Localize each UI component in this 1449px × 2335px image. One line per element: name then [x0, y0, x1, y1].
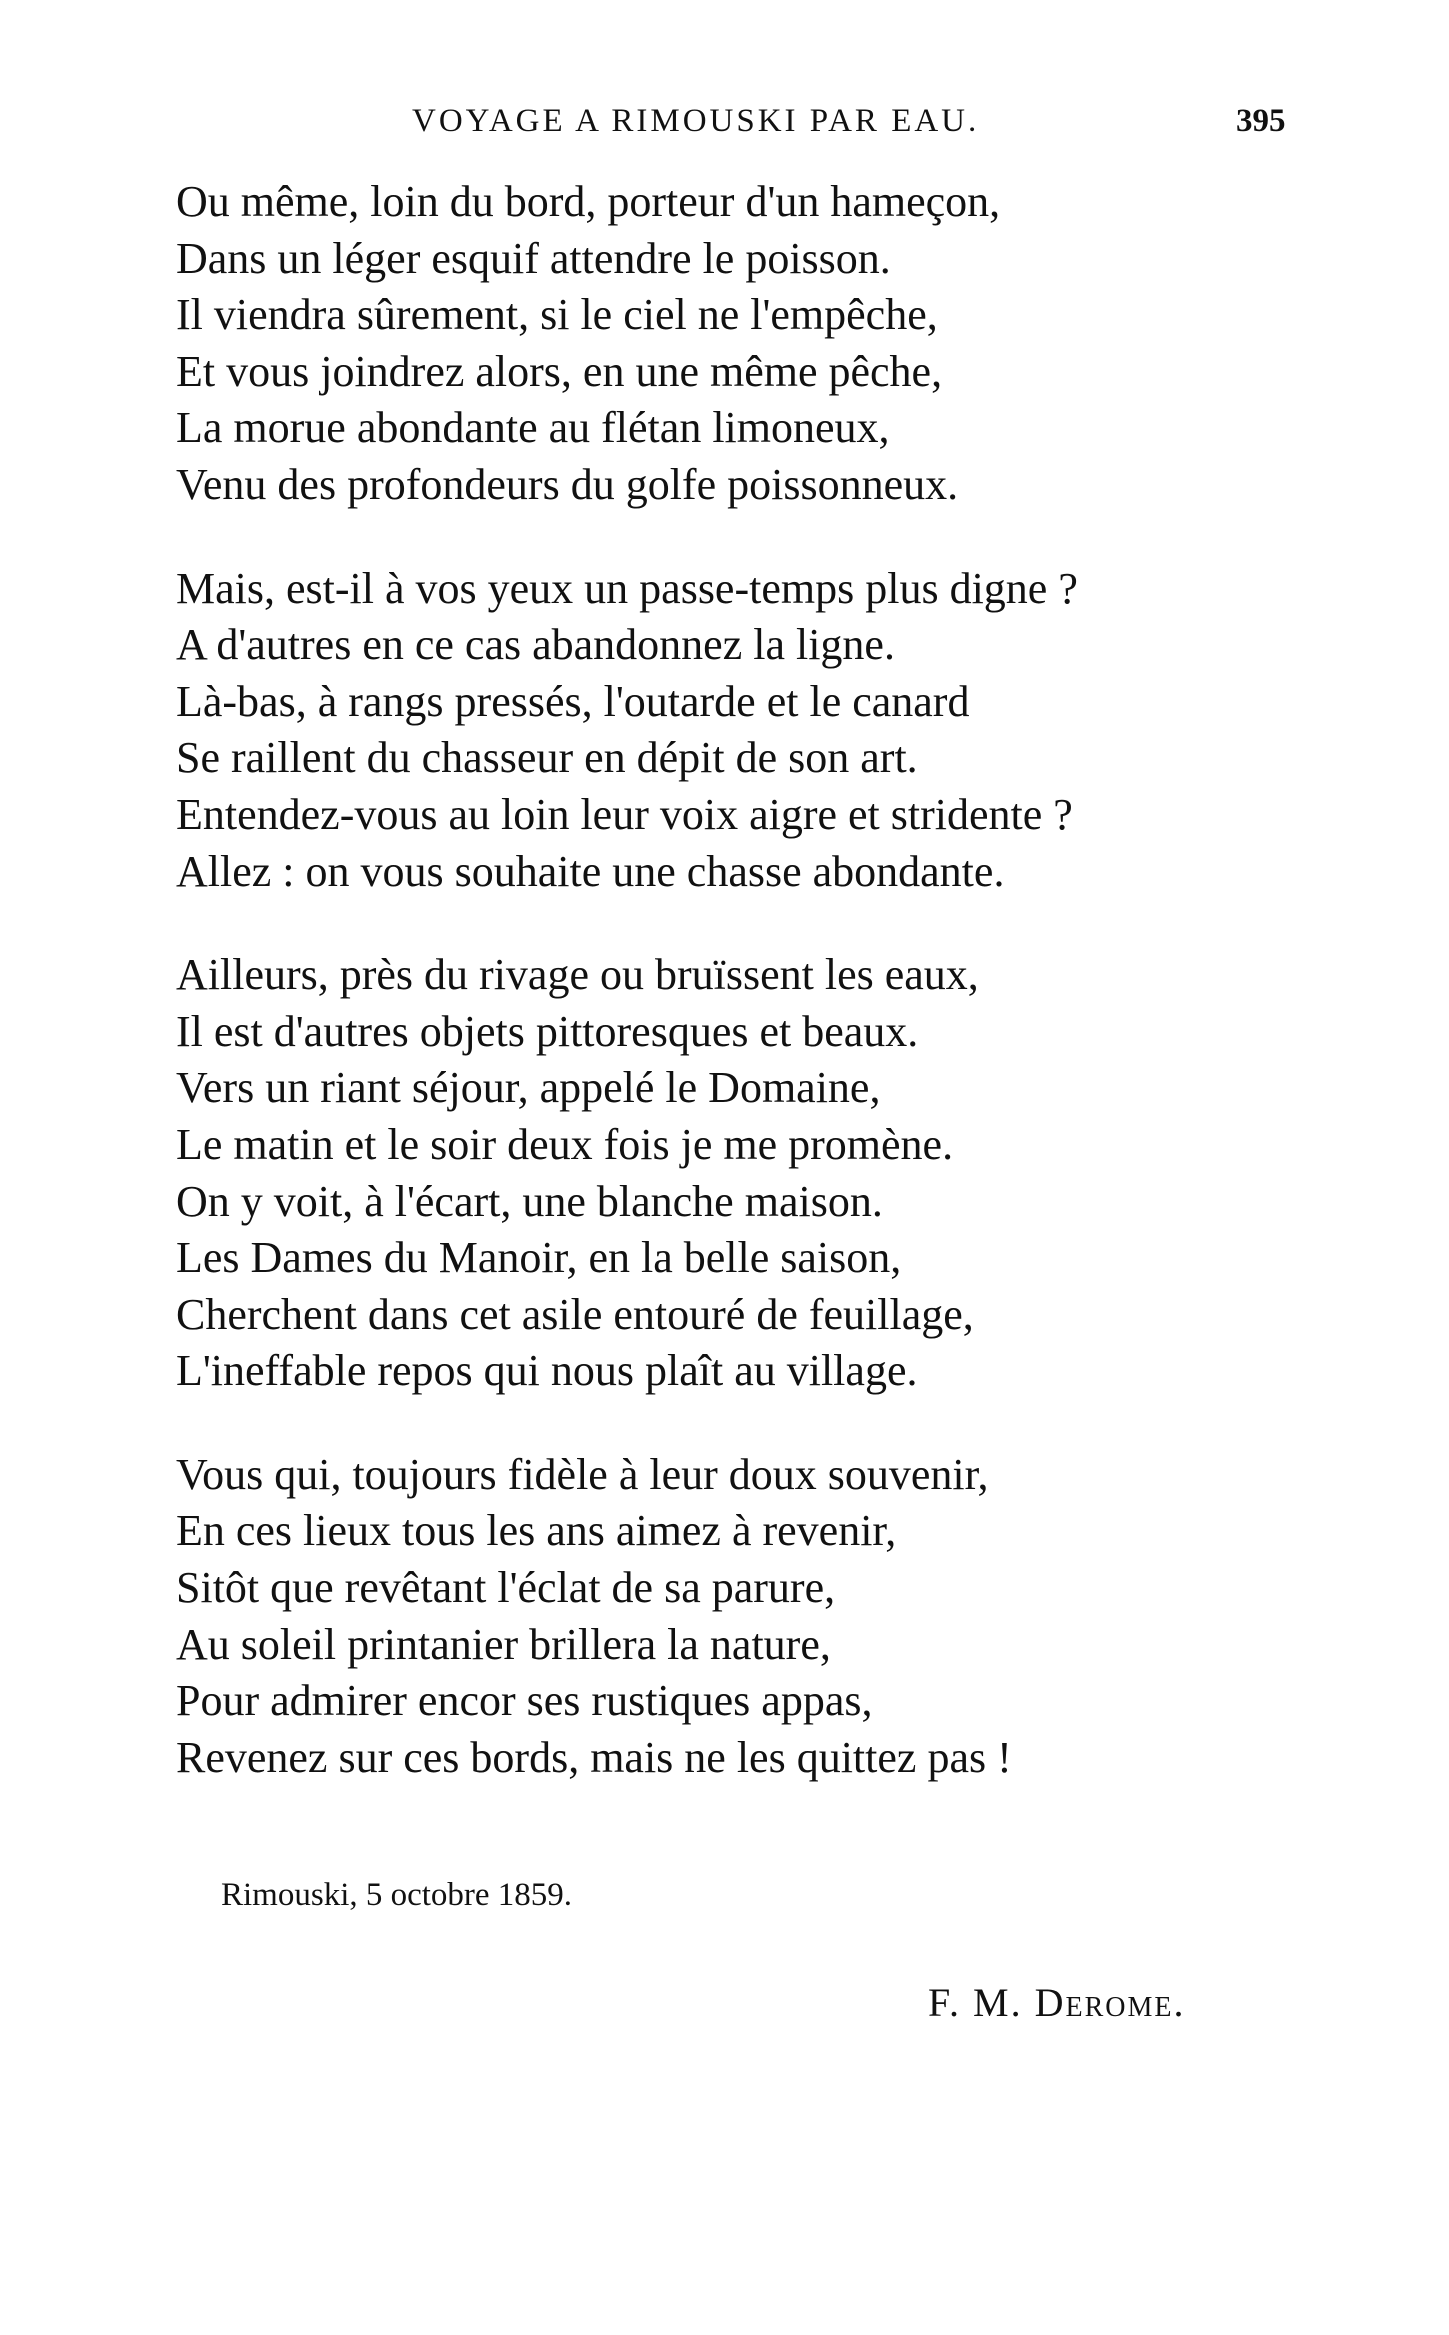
stanza-2: [176, 561, 1276, 901]
verse-line: L'ineffable repos qui nous plaît au village.: [176, 1346, 918, 1396]
running-title: VOYAGE A RIMOUSKI PAR EAU.: [412, 103, 980, 139]
verse-line: Là-bas, à rangs pressés, l'outarde et le canard: [176, 676, 970, 726]
page-number: 395: [1236, 103, 1286, 139]
verse-line: Dans un léger esquif attendre le poisson.: [176, 233, 891, 283]
verse-line: Ou même, loin du bord, porteur d'un hameçon,: [176, 177, 1001, 226]
stanza-1: [176, 174, 1276, 514]
dateline: Rimouski, 5 octobre 1859.: [221, 1877, 573, 1913]
verse-line: Ailleurs, près du rivage ou bruïssent les eaux,: [176, 950, 979, 1000]
verse-line: Il est d'autres objets pittoresques et beaux.: [176, 1006, 919, 1056]
verse-line: Et vous joindrez alors, en une même pêche,: [176, 346, 943, 396]
verse-line: Vous qui, toujours fidèle à leur doux souvenir,: [176, 1449, 989, 1499]
verse-line: Venu des profondeurs du golfe poissonneux.: [176, 459, 959, 509]
stanza-3: [176, 947, 1276, 1400]
poem: [176, 174, 1276, 1833]
verse-line: Le matin et le soir deux fois je me promène.: [176, 1119, 954, 1169]
verse-line: Vers un riant séjour, appelé le Domaine,: [176, 1063, 881, 1113]
author-signature: F. M. Derome.: [928, 1980, 1186, 2025]
verse-line: Entendez-vous au loin leur voix aigre et stridente ?: [176, 789, 1073, 839]
verse-line: Les Dames du Manoir, en la belle saison,: [176, 1233, 902, 1283]
stanza-4: [176, 1447, 1276, 1787]
verse-line: Revenez sur ces bords, mais ne les quittez pas !: [176, 1732, 1012, 1782]
verse-line: Il viendra sûrement, si le ciel ne l'empêche,: [176, 290, 938, 340]
verse-line: Mais, est-il à vos yeux un passe-temps plus digne ?: [176, 563, 1078, 613]
verse-line: Cherchent dans cet asile entouré de feuillage,: [176, 1289, 974, 1339]
verse-line: On y voit, à l'écart, une blanche maison.: [176, 1176, 883, 1226]
verse-line: Allez : on vous souhaite une chasse abondante.: [176, 846, 1005, 896]
verse-line: Se raillent du chasseur en dépit de son art.: [176, 733, 918, 783]
verse-line: En ces lieux tous les ans aimez à revenir,: [176, 1506, 897, 1556]
verse-line: Au soleil printanier brillera la nature,: [176, 1619, 831, 1669]
verse-line: La morue abondante au flétan limoneux,: [176, 403, 890, 453]
running-head: [0, 96, 1449, 146]
verse-line: Sitôt que revêtant l'éclat de sa parure,: [176, 1563, 836, 1613]
verse-line: A d'autres en ce cas abandonnez la ligne.: [176, 620, 895, 670]
verse-line: Pour admirer encor ses rustiques appas,: [176, 1676, 873, 1726]
